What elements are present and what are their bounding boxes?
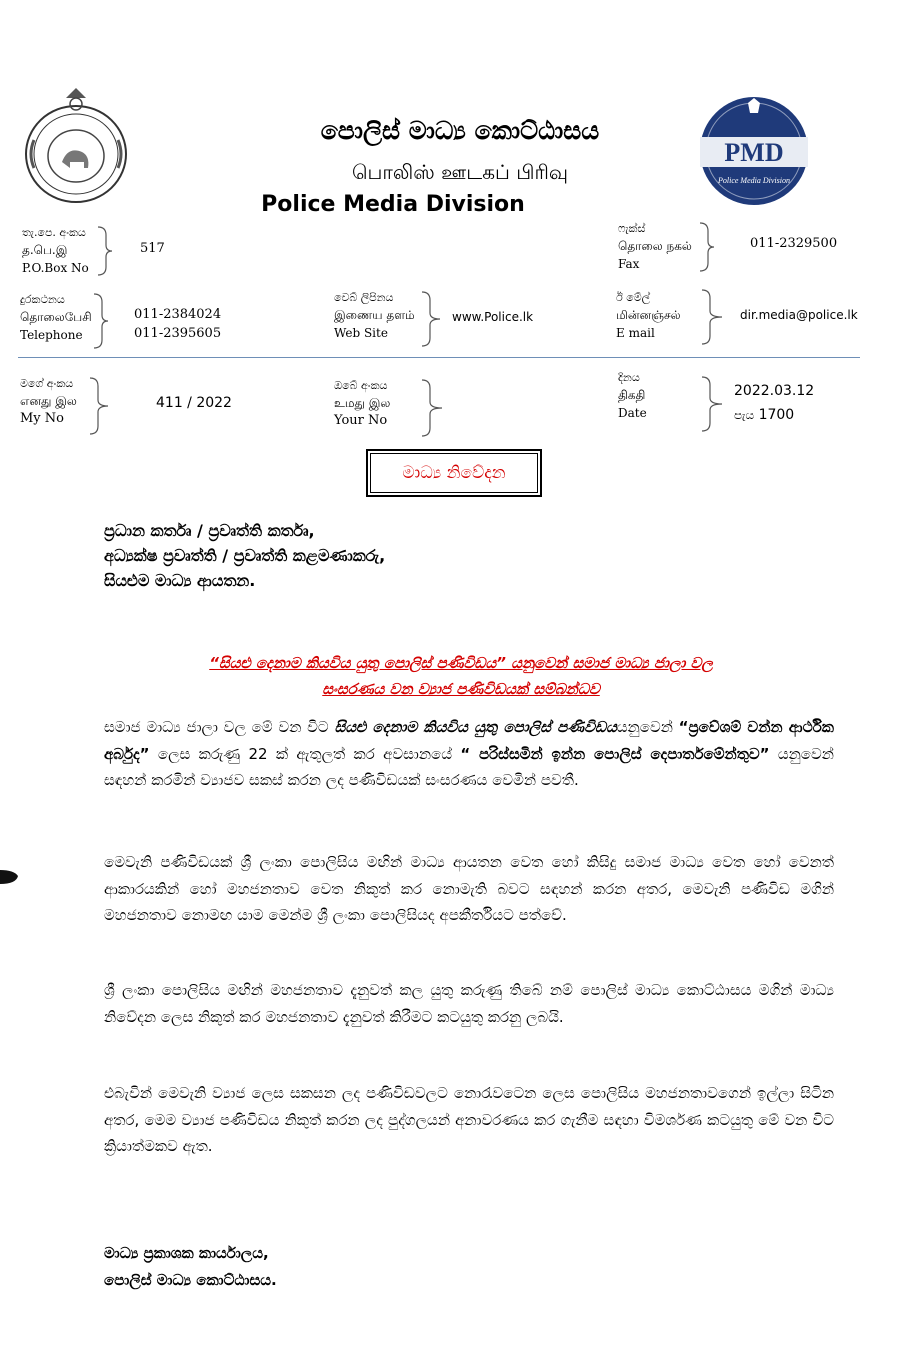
signature-line-2: පොලිස් මාධ්‍ය කොට්ඨාසය.: [104, 1271, 277, 1289]
pmd-logo-caption: Police Media Division: [718, 176, 790, 185]
paragraph-2: මෙවැනි පණිවිඩයක් ශ්‍රී ලංකා පොලිසිය මඟින් මාධ්‍ය ආයතන වෙත හෝ කිසිදු සමාජ මාධ්‍ය වෙත හෝ වෙනත් ආකාරයකින් හෝ මහජනතාව වෙත නිකුත් කර නොමැති බවට සඳහන් කරන අතර, මෙවැනි පණිවිඩ මගින් මහජනතාව නොමඟ යාම මෙන්ම ශ්‍රී ලංකා පොලිසියද අපකීර්තියට පත්වේ.: [104, 853, 834, 924]
time-row: [734, 407, 794, 423]
pobox-label-ta: த.பெ.இ: [22, 243, 68, 257]
email-label-ta: மின்னஞ்சல்: [616, 308, 681, 322]
subject-line-2: සංසරණය වන ව්‍යාජ පණිවිඩයක් සම්බන්ධව: [322, 680, 600, 698]
telephone-label-si: දුරකථනය: [20, 293, 65, 306]
yourno-label-ta: உமது இல: [334, 396, 391, 410]
pmd-logo-text: PMD: [724, 138, 784, 167]
myno-label-ta: எனது இல: [20, 394, 77, 408]
time-label: පැය: [734, 408, 755, 422]
recipient-line: ප්‍රධාන කර්තෘ / ප්‍රවෘත්ති කර්තෘ,: [104, 521, 315, 540]
telephone-labels: [20, 292, 92, 344]
paragraph-1: [104, 714, 834, 794]
title-sinhala: පොලිස් මාධ්‍ය කොට්ඨාසය: [320, 116, 600, 145]
fax-value: 011-2329500: [750, 236, 838, 251]
fax-labels: [618, 221, 692, 273]
date-label-ta: திகதி: [618, 388, 646, 402]
yourno-label-si: ඔබේ අංකය: [334, 379, 388, 392]
signature-line-1: මාධ්‍ය ප්‍රකාශක කාර්යාලය,: [104, 1244, 269, 1262]
paragraph-4: එබැවින් මෙවැනි ව්‍යාජ ලෙස සකසන ලද පණිවිඩවලට නොරැවටෙන ලෙස පොලිසිය මහජනතාවගෙන් ඉල්ලා සිටින අතර, මෙම ව්‍යාජ පණිවිඩය නිකුත් කරන ලද පුද්ගලයන් අනාවරණය කර ගැනීම සඳහා විමර්ශණ කටයුතු මේ වන විට ක්‍රියාත්මකව ඇත.: [104, 1084, 834, 1155]
brace-icon: [698, 222, 716, 272]
p1-text-c: යනුවෙන්: [616, 718, 679, 736]
header-divider: [18, 357, 860, 358]
brace-icon: [92, 293, 110, 349]
p1-text-a: සමාජ මාධ්‍ය ජාලා වල මේ වන විට: [104, 718, 335, 736]
brace-icon: [420, 379, 444, 437]
title-english: Police Media Division: [261, 192, 525, 217]
p1-text-e: ලෙස කරුණු 22 ක් ඇතුලත් කර අවසානයේ: [149, 744, 461, 763]
website-label-en: Web Site: [334, 326, 388, 340]
title-tamil: பொலிஸ் ஊடகப் பிரிவு: [351, 160, 568, 184]
p1-text-g: යනුවෙන් සඳහන් කරමින් ව්‍යාජව සකස් කරන ලද පණිවිඩයක් සංසරණය වෙමින් පවතී.: [104, 744, 834, 789]
scan-mark-decoration: [0, 868, 20, 886]
recipient-line: සියළුම මාධ්‍ය ආයතන.: [104, 571, 256, 590]
brace-icon: [700, 289, 724, 345]
date-label-en: Date: [618, 406, 647, 420]
website-link[interactable]: www.Police.lk: [452, 310, 534, 324]
website-labels: [334, 290, 415, 342]
date-value: 2022.03.12: [734, 383, 815, 399]
pmd-logo: [698, 95, 810, 207]
myno-label-si: මගේ අංකය: [20, 377, 74, 390]
date-labels: [618, 370, 647, 422]
signature-block: [104, 1240, 277, 1294]
telephone-label-ta: தொலைபேசி: [20, 310, 92, 324]
date-label-si: දිනය: [618, 371, 640, 384]
subject-heading: [100, 650, 822, 702]
website-label-si: වෙබ් ලිපිනය: [334, 291, 394, 304]
pobox-labels: [22, 225, 89, 277]
yourno-labels: [334, 378, 390, 430]
myno-labels: [20, 376, 77, 428]
yourno-label-en: Your No: [334, 413, 388, 428]
telephone-value-2: 011-2395605: [134, 326, 222, 341]
pobox-label-en: P.O.Box No: [22, 261, 89, 275]
email-link[interactable]: dir.media@police.lk: [740, 308, 858, 322]
paragraph-3: ශ්‍රී ලංකා පොලිසිය මඟින් මහජනතාව දැනුවත් කල යුතු කරුණු තිබේ නම් පොලිස් මාධ්‍ය කොට්ඨාසය මගින් මාධ්‍ය නිවේදන ලෙස නිකුත් කර මහජනතාව දැනුවත් කිරීමට කටයුතු කරනු ලබයි.: [104, 981, 834, 1026]
email-labels: [616, 290, 681, 342]
fax-label-ta: தொலை நகல்: [618, 239, 692, 253]
brace-icon: [420, 291, 442, 347]
telephone-value-1: 011-2384024: [134, 307, 222, 322]
email-label-en: E mail: [616, 326, 655, 340]
p1-emphasis-quote-1: “ප්‍රවේශම් වන්න ආර්ථික අර්බුද”: [104, 718, 834, 763]
pobox-label-si: තැ.පෙ. අංකය: [22, 226, 86, 239]
fax-label-en: Fax: [618, 257, 640, 271]
brace-icon: [96, 226, 114, 276]
myno-label-en: My No: [20, 411, 64, 426]
fax-label-si: ෆැක්ස්: [618, 222, 646, 235]
subject-line-1: “සියළු දෙනාම කියවිය යුතු පොලිස් පණිවිඩය” යනුවෙන් සමාජ මාධ්‍ය ජාලා වල: [209, 654, 713, 672]
brace-icon: [88, 377, 110, 435]
recipients: [104, 518, 385, 593]
telephone-label-en: Telephone: [20, 328, 83, 342]
myno-value: 411 / 2022: [156, 395, 232, 411]
recipient-line: අධ්‍යක්ෂ ප්‍රවෘත්ති / ප්‍රවෘත්ති කළමණාකරු,: [104, 546, 386, 565]
pobox-value: 517: [140, 241, 165, 256]
p1-emphasis-quote-2: “ පරිස්සමින් ඉන්න පොලිස් දෙපාර්තමේන්තුව”: [460, 744, 770, 763]
notice-title: මාධ්‍ය නිවේදන: [370, 453, 538, 493]
website-label-ta: இணைய தளம்: [334, 308, 415, 322]
email-label-si: ඊ මේල්: [616, 291, 651, 304]
p1-emphasis-title: සියළු දෙනාම කියවිය යුතු පොලිස් පණිවිඩය: [334, 718, 617, 736]
time-value: 1700: [758, 407, 795, 423]
brace-icon: [700, 376, 724, 432]
